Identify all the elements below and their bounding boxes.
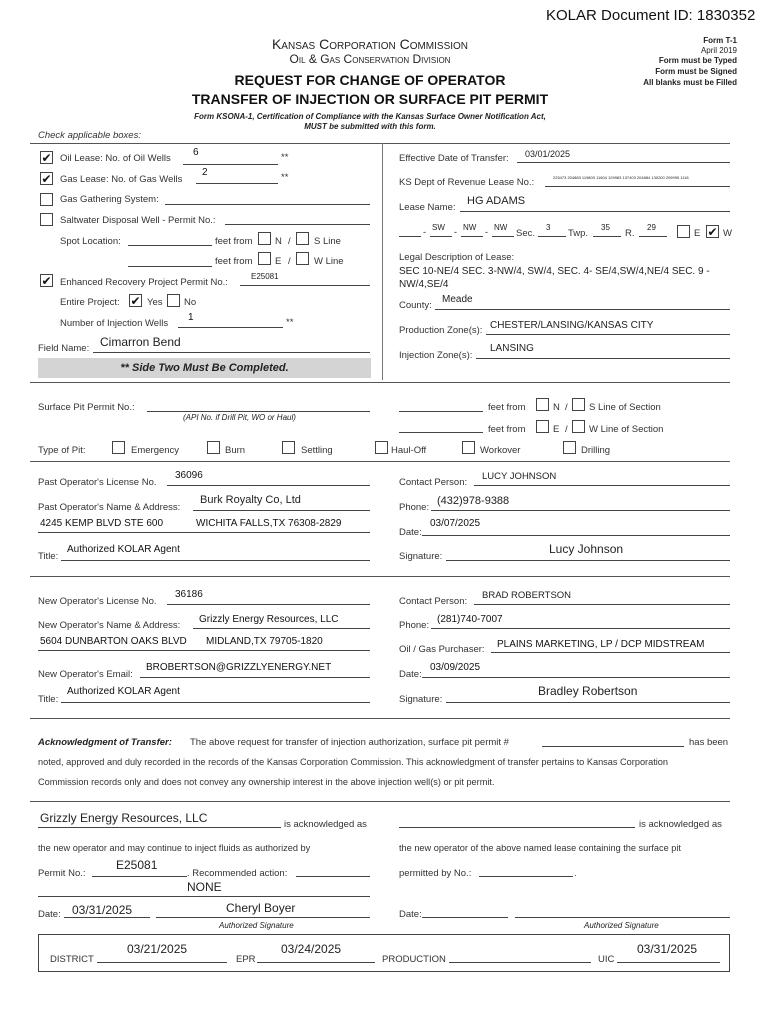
pit-type-workover-label: Workover [480, 445, 521, 456]
new-address-line [38, 650, 370, 651]
legal-description-line2[interactable]: NW/4,SE/4 [399, 279, 449, 290]
ack-date-label-right: Date: [399, 909, 422, 920]
range-line [639, 236, 667, 237]
past-date-line [422, 535, 730, 536]
new-operator-bottom-rule [30, 718, 730, 719]
oil-wells-stars: ** [281, 152, 289, 163]
footer-production-line [449, 962, 591, 963]
ack-recommended-label: . Recommended action: [187, 868, 288, 879]
purchaser-label: Oil / Gas Purchaser: [399, 644, 485, 655]
new-name-value[interactable]: Grizzly Energy Resources, LLC [199, 614, 339, 625]
agency-name: Kansas Corporation Commission [271, 36, 469, 52]
past-signature-label: Signature: [399, 551, 443, 562]
injection-wells-label: Number of Injection Wells [60, 318, 169, 329]
new-name-address-label: New Operator's Name & Address: [38, 620, 181, 631]
legal-description-label: Legal Description of Lease: [399, 252, 515, 263]
quarter-1-line [399, 236, 421, 237]
pit-permit-hint: (API No. if Drill Pit, WO or Haul) [183, 413, 296, 422]
ks-revenue-label: KS Dept of Revenue Lease No.: [399, 177, 535, 188]
quarter-2-dash: - [454, 227, 457, 237]
ack-company-line [38, 827, 281, 828]
pit-type-drilling-checkbox[interactable] [563, 441, 576, 454]
erp-checkbox[interactable]: ✔ [41, 274, 52, 288]
spot-w-line-label: W Line [314, 256, 344, 267]
range-w-checkbox[interactable]: ✔ [707, 225, 718, 239]
oil-wells-value[interactable]: 6 [193, 147, 199, 158]
new-address-city[interactable]: MIDLAND,TX 79705-1820 [206, 636, 323, 647]
form-title-1: REQUEST FOR CHANGE OF OPERATOR [234, 72, 506, 88]
ack-mid-rule [30, 801, 730, 802]
footer-epr-value[interactable]: 03/24/2025 [281, 942, 342, 956]
pit-type-hauloff-label: Haul-Off [391, 445, 427, 456]
ack-right-company-line [399, 827, 635, 828]
kolar-document-id: KOLAR Document ID: 1830352 [546, 7, 756, 24]
erp-label: Enhanced Recovery Project Permit No.: [60, 277, 228, 288]
entire-project-yes-label: Yes [147, 297, 163, 308]
pit-n-label: N [553, 402, 560, 413]
gas-lease-label: Gas Lease: No. of Gas Wells [60, 174, 183, 185]
field-name-line [93, 352, 370, 353]
past-date-value[interactable]: 03/07/2025 [430, 518, 481, 529]
ack-is-acknowledged-left: is acknowledged as [284, 819, 367, 830]
injection-wells-line [178, 327, 283, 328]
sec-label: Sec. [516, 228, 536, 239]
check-applicable-label: Check applicable boxes: [38, 130, 141, 141]
footer-epr-label: EPR [236, 954, 256, 965]
ack-permitted-by-label: permitted by No.: [399, 868, 472, 879]
oil-lease-checkbox[interactable]: ✔ [41, 151, 52, 165]
spot-ns-slash: / [288, 236, 291, 247]
past-signature-value[interactable]: Lucy Johnson [549, 542, 624, 556]
past-license-line [167, 485, 370, 486]
pit-type-drilling-label: Drilling [581, 445, 611, 456]
gas-gathering-checkbox[interactable] [40, 193, 53, 206]
past-address-line [38, 532, 370, 533]
spot-w-checkbox[interactable] [296, 252, 309, 265]
range-e-checkbox[interactable] [677, 225, 690, 238]
side-two-note: ** Side Two Must Be Completed. [120, 362, 289, 374]
new-email-value[interactable]: BROBERTSON@GRIZZLYENERGY.NET [146, 662, 332, 673]
past-phone-line [431, 510, 730, 511]
ack-signature-line-right [515, 917, 730, 918]
range-value[interactable]: 29 [647, 223, 656, 232]
past-contact-label: Contact Person: [399, 477, 468, 488]
production-zone-label: Production Zone(s): [399, 325, 483, 336]
gas-gathering-line [165, 204, 370, 205]
pit-ns-slash: / [565, 402, 568, 413]
gas-gathering-label: Gas Gathering System: [60, 194, 159, 205]
new-date-label: Date: [399, 669, 422, 680]
new-contact-value[interactable]: BRAD ROBERTSON [482, 590, 572, 601]
legal-description-line1[interactable]: SEC 10-NE/4 SEC. 3-NW/4, SW/4, SEC. 4- SE/4,SW/4,NE/4 SEC. 9 - [399, 266, 710, 277]
gas-wells-stars: ** [281, 172, 289, 183]
quarter-2-line [430, 236, 452, 237]
footer-epr-line [257, 962, 375, 963]
new-license-value[interactable]: 36186 [175, 589, 203, 600]
new-title-line [61, 702, 370, 703]
footer-uic-label: UIC [598, 954, 615, 965]
spot-s-line-label: S Line [314, 236, 341, 247]
production-zone-line [486, 334, 730, 335]
past-name-value[interactable]: Burk Royalty Co, Ltd [200, 494, 301, 506]
gas-wells-line [196, 183, 278, 184]
ack-recommended-value[interactable]: NONE [187, 880, 222, 894]
ack-authorized-signature-left: Authorized Signature [219, 921, 294, 930]
ack-right-line-2: the new operator of the above named lease containing the surface pit [399, 843, 681, 853]
pit-w-checkbox[interactable] [572, 420, 585, 433]
purchaser-value[interactable]: PLAINS MARKETING, LP / DCP MIDSTREAM [497, 639, 705, 650]
pit-type-workover-checkbox[interactable] [462, 441, 475, 454]
spot-feet-from-ew: feet from [215, 256, 253, 267]
past-operator-bottom-rule [30, 576, 730, 577]
footer-uic-value[interactable]: 03/31/2025 [637, 942, 698, 956]
new-title-value[interactable]: Authorized KOLAR Agent [67, 686, 180, 697]
gas-wells-value[interactable]: 2 [202, 167, 208, 178]
field-name-label: Field Name: [38, 343, 90, 354]
new-phone-line [431, 628, 730, 629]
new-license-line [167, 604, 370, 605]
county-label: County: [399, 300, 432, 311]
past-phone-label: Phone: [399, 502, 430, 513]
new-date-line [422, 677, 730, 678]
past-signature-line [446, 560, 730, 561]
range-e-label: E [694, 228, 701, 239]
new-contact-label: Contact Person: [399, 596, 468, 607]
section1-divider [382, 143, 383, 380]
pit-type-hauloff-checkbox[interactable] [375, 441, 388, 454]
new-contact-line [474, 604, 730, 605]
new-address-street[interactable]: 5604 DUNBARTON OAKS BLVD [40, 636, 187, 647]
new-date-value[interactable]: 03/09/2025 [430, 662, 481, 673]
swd-label: Saltwater Disposal Well - Permit No.: [60, 215, 216, 226]
ack-text-1: The above request for transfer of injection authorization, surface pit permit # [190, 737, 509, 748]
injection-wells-value[interactable]: 1 [188, 312, 194, 323]
pit-ew-slash: / [565, 424, 568, 435]
form-title-2: TRANSFER OF INJECTION OR SURFACE PIT PERMIT [191, 91, 549, 107]
swd-line [225, 224, 370, 225]
range-w-label: W [723, 228, 732, 239]
ack-recommended-line-2 [38, 896, 370, 897]
new-phone-value[interactable]: (281)740-7007 [437, 614, 503, 625]
gas-lease-checkbox[interactable]: ✔ [41, 172, 52, 186]
spot-ew-line [128, 266, 212, 267]
ack-permit-no-line [92, 876, 187, 877]
past-name-address-label: Past Operator's Name & Address: [38, 502, 181, 513]
ack-permit-line [542, 746, 684, 747]
lease-name-value[interactable]: HG ADAMS [467, 195, 526, 207]
ack-recommended-line [296, 876, 370, 877]
entire-project-no-label: No [184, 297, 197, 308]
entire-project-label: Entire Project: [60, 297, 120, 308]
ack-date-line-right [422, 917, 508, 918]
pit-s-checkbox[interactable] [572, 398, 585, 411]
quarter-1-dash: - [423, 227, 426, 237]
pit-ns-line [399, 411, 483, 412]
ack-date-line [64, 917, 150, 918]
pit-feet-from-ew: feet from [488, 424, 526, 435]
quarter-3-line [461, 236, 483, 237]
past-address-city[interactable]: WICHITA FALLS,TX 76308-2829 [196, 518, 342, 529]
new-signature-value[interactable]: Bradley Robertson [538, 684, 638, 698]
spot-ew-slash: / [288, 256, 291, 267]
pit-type-burn-checkbox[interactable] [207, 441, 220, 454]
quarter-3-value[interactable]: NW [494, 223, 508, 232]
pit-s-section-label: S Line of Section [589, 402, 661, 413]
pit-type-settling-checkbox[interactable] [282, 441, 295, 454]
ack-permitted-by-line [479, 876, 573, 877]
past-date-label: Date: [399, 527, 422, 538]
quarter-4-line [492, 236, 514, 237]
ack-permit-no-value[interactable]: E25081 [116, 858, 158, 872]
new-signature-line [446, 702, 730, 703]
past-title-label: Title: [38, 551, 59, 562]
quarter-1-value[interactable]: SW [432, 223, 445, 232]
county-value[interactable]: Meade [442, 294, 473, 305]
twp-value[interactable]: 35 [601, 223, 610, 232]
ack-has-been: has been [689, 737, 729, 748]
ack-heading: Acknowledgment of Transfer: [38, 737, 172, 748]
sec-line [538, 236, 566, 237]
pit-permit-label: Surface Pit Permit No.: [38, 402, 135, 413]
pit-e-checkbox[interactable] [536, 420, 549, 433]
spot-feet-from-ns: feet from [215, 236, 253, 247]
spot-s-checkbox[interactable] [296, 232, 309, 245]
ack-text-3: Commission records only and does not convey any ownership interest in the above injection well(s) or pit permit. [38, 777, 495, 787]
pit-w-section-label: W Line of Section [589, 424, 664, 435]
past-title-value[interactable]: Authorized KOLAR Agent [67, 544, 180, 555]
pit-e-label: E [553, 424, 560, 435]
pit-type-settling-label: Settling [301, 445, 333, 456]
past-contact-value[interactable]: LUCY JOHNSON [482, 471, 557, 482]
spot-location-label: Spot Location: [60, 236, 121, 247]
form-date: April 2019 [700, 46, 737, 55]
form-number: Form T-1 [703, 36, 737, 45]
oil-lease-label: Oil Lease: No. of Oil Wells [60, 153, 171, 164]
spot-e-checkbox[interactable] [258, 252, 271, 265]
new-license-label: New Operator's License No. [38, 596, 157, 607]
effective-date-label: Effective Date of Transfer: [399, 153, 509, 164]
section1-top-rule [30, 143, 730, 144]
ack-company-value[interactable]: Grizzly Energy Resources, LLC [40, 811, 208, 825]
injection-zone-line [476, 358, 730, 359]
ack-text-2: noted, approved and duly recorded in the records of the Kansas Corporation Commission. This acknowledgment of transfer pertains to Kansas Corporation [38, 757, 669, 767]
footer-district-line [97, 962, 227, 963]
pit-type-label: Type of Pit: [38, 445, 86, 456]
past-license-value[interactable]: 36096 [175, 470, 203, 481]
effective-date-value[interactable]: 03/01/2025 [525, 149, 571, 159]
twp-line [593, 236, 621, 237]
ack-signature-line [156, 917, 370, 918]
pit-feet-from-ns: feet from [488, 402, 526, 413]
injection-zone-label: Injection Zone(s): [399, 350, 473, 361]
pit-permit-line [147, 411, 370, 412]
entire-project-yes-checkbox[interactable]: ✔ [130, 294, 141, 308]
past-contact-line [474, 485, 730, 486]
quarter-3-dash: - [485, 227, 488, 237]
new-name-line [193, 628, 370, 629]
footer-production-label: PRODUCTION [382, 954, 446, 965]
ack-left-line-2: the new operator and may continue to inject fluids as authorized by [38, 843, 311, 853]
spot-n-label: N [275, 236, 282, 247]
erp-line [240, 285, 370, 286]
lease-name-label: Lease Name: [399, 202, 456, 213]
entire-project-no-checkbox[interactable] [167, 294, 180, 307]
twp-label: Twp. [568, 228, 589, 239]
new-phone-label: Phone: [399, 620, 430, 631]
section1-bottom-rule [30, 382, 730, 383]
pit-n-checkbox[interactable] [536, 398, 549, 411]
footer-district-value[interactable]: 03/21/2025 [127, 942, 188, 956]
pit-ew-line [399, 432, 483, 433]
new-email-line [140, 677, 370, 678]
past-name-line [193, 510, 370, 511]
ack-permit-label: Permit No.: [38, 868, 86, 879]
spot-ns-line [128, 245, 212, 246]
form-subtitle-1: Form KSONA-1, Certification of Compliance with the Kansas Surface Owner Notification Act, [194, 112, 546, 121]
injection-wells-stars: ** [286, 317, 294, 328]
pit-bottom-rule [30, 461, 730, 462]
effective-date-line [517, 162, 730, 163]
oil-wells-line [183, 164, 278, 165]
pit-type-emergency-label: Emergency [131, 445, 180, 456]
swd-checkbox[interactable] [40, 213, 53, 226]
county-line [435, 309, 730, 310]
quarter-2-value[interactable]: NW [463, 223, 477, 232]
production-zone-value[interactable]: CHESTER/LANSING/KANSAS CITY [490, 320, 654, 331]
spot-n-checkbox[interactable] [258, 232, 271, 245]
purchaser-line [491, 652, 730, 653]
ack-date-value[interactable]: 03/31/2025 [72, 903, 133, 917]
division-name: Oil & Gas Conservation Division [289, 52, 451, 66]
ack-permitted-by-period: . [574, 868, 577, 879]
past-title-line [61, 560, 370, 561]
pit-type-emergency-checkbox[interactable] [112, 441, 125, 454]
field-name-value[interactable]: Cimarron Bend [100, 335, 181, 349]
form-note-typed: Form must be Typed [658, 56, 737, 65]
ack-authorized-signature-right: Authorized Signature [584, 921, 659, 930]
ack-signer-value[interactable]: Cheryl Boyer [226, 901, 296, 915]
ack-is-acknowledged-right: is acknowledged as [639, 819, 722, 830]
range-label: R. [625, 228, 635, 239]
past-license-label: Past Operator's License No. [38, 477, 157, 488]
new-email-label: New Operator's Email: [38, 669, 133, 680]
spot-e-label: E [275, 256, 282, 267]
pit-type-burn-label: Burn [225, 445, 246, 456]
sec-value[interactable]: 3 [546, 223, 551, 232]
past-phone-value[interactable]: (432)978-9388 [437, 495, 510, 507]
erp-permit-value[interactable]: E25081 [251, 272, 279, 281]
footer-uic-line [617, 962, 720, 963]
new-title-label: Title: [38, 694, 59, 705]
injection-zone-value[interactable]: LANSING [490, 343, 534, 354]
form-note-filled: All blanks must be Filled [643, 78, 737, 87]
ack-date-label: Date: [38, 909, 61, 920]
new-signature-label: Signature: [399, 694, 443, 705]
ks-revenue-line [545, 186, 730, 187]
past-address-street[interactable]: 4245 KEMP BLVD STE 600 [40, 518, 164, 529]
lease-name-line [460, 211, 730, 212]
ks-revenue-value[interactable]: 225473 204883 119800 11604 129983 137403 204884 130200 209995 1118 [553, 175, 689, 180]
form-subtitle-2: MUST be submitted with this form. [304, 122, 436, 131]
form-note-signed: Form must be Signed [655, 67, 737, 76]
footer-district-label: DISTRICT [50, 954, 94, 965]
